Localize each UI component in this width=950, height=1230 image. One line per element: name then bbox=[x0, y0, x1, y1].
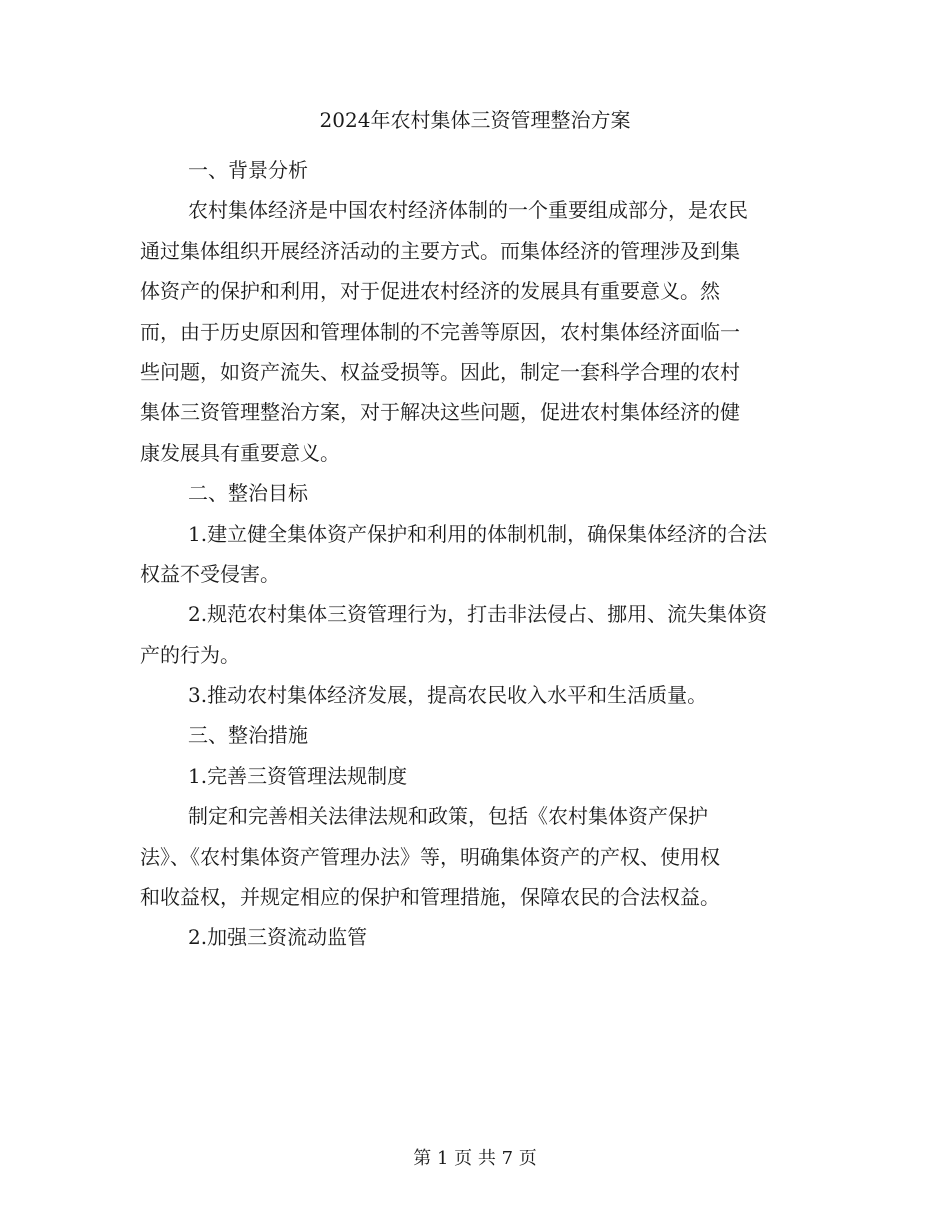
paragraph-line: 体资产的保护和利用，对于促进农村经济的发展具有重要意义。然 bbox=[140, 279, 720, 304]
goal-item-2: 2.规范农村集体三资管理行为，打击非法侵占、挪用、流失集体资 bbox=[188, 602, 768, 627]
paragraph-line: 制定和完善相关法律法规和政策，包括《农村集体资产保护 bbox=[188, 804, 708, 829]
goal-item-3: 3.推动农村集体经济发展，提高农民收入水平和生活质量。 bbox=[188, 683, 708, 708]
paragraph-line: 和收益权，并规定相应的保护和管理措施，保障农民的合法权益。 bbox=[140, 885, 720, 910]
paragraph-line: 法》、《农村集体资产管理办法》等，明确集体资产的产权、使用权 bbox=[140, 844, 720, 869]
page-number-footer: 第 1 页 共 7 页 bbox=[413, 1148, 537, 1169]
section-heading-background: 一、背景分析 bbox=[188, 158, 308, 182]
paragraph-line: 些问题，如资产流失、权益受损等。因此，制定一套科学合理的农村 bbox=[140, 359, 740, 384]
goal-item-2-continued: 产的行为。 bbox=[140, 642, 240, 667]
goal-item-1: 1.建立健全集体资产保护和利用的体制机制，确保集体经济的合法 bbox=[188, 521, 768, 546]
paragraph-line: 通过集体组织开展经济活动的主要方式。而集体经济的管理涉及到集 bbox=[140, 238, 740, 263]
section-heading-goals: 二、整治目标 bbox=[188, 481, 308, 506]
paragraph-line: 而，由于历史原因和管理体制的不完善等原因，农村集体经济面临一 bbox=[140, 319, 740, 344]
document-title: 2024年农村集体三资管理整治方案 bbox=[319, 108, 631, 132]
measure-heading-1: 1.完善三资管理法规制度 bbox=[188, 763, 408, 788]
goal-item-1-continued: 权益不受侵害。 bbox=[140, 561, 280, 586]
section-heading-measures: 三、整治措施 bbox=[188, 723, 308, 748]
paragraph-line: 康发展具有重要意义。 bbox=[140, 440, 340, 465]
measure-heading-2: 2.加强三资流动监管 bbox=[188, 925, 368, 950]
paragraph-line: 农村集体经济是中国农村经济体制的一个重要组成部分，是农民 bbox=[188, 198, 748, 223]
paragraph-line: 集体三资管理整治方案，对于解决这些问题，促进农村集体经济的健 bbox=[140, 400, 740, 425]
document-body bbox=[140, 150, 820, 958]
